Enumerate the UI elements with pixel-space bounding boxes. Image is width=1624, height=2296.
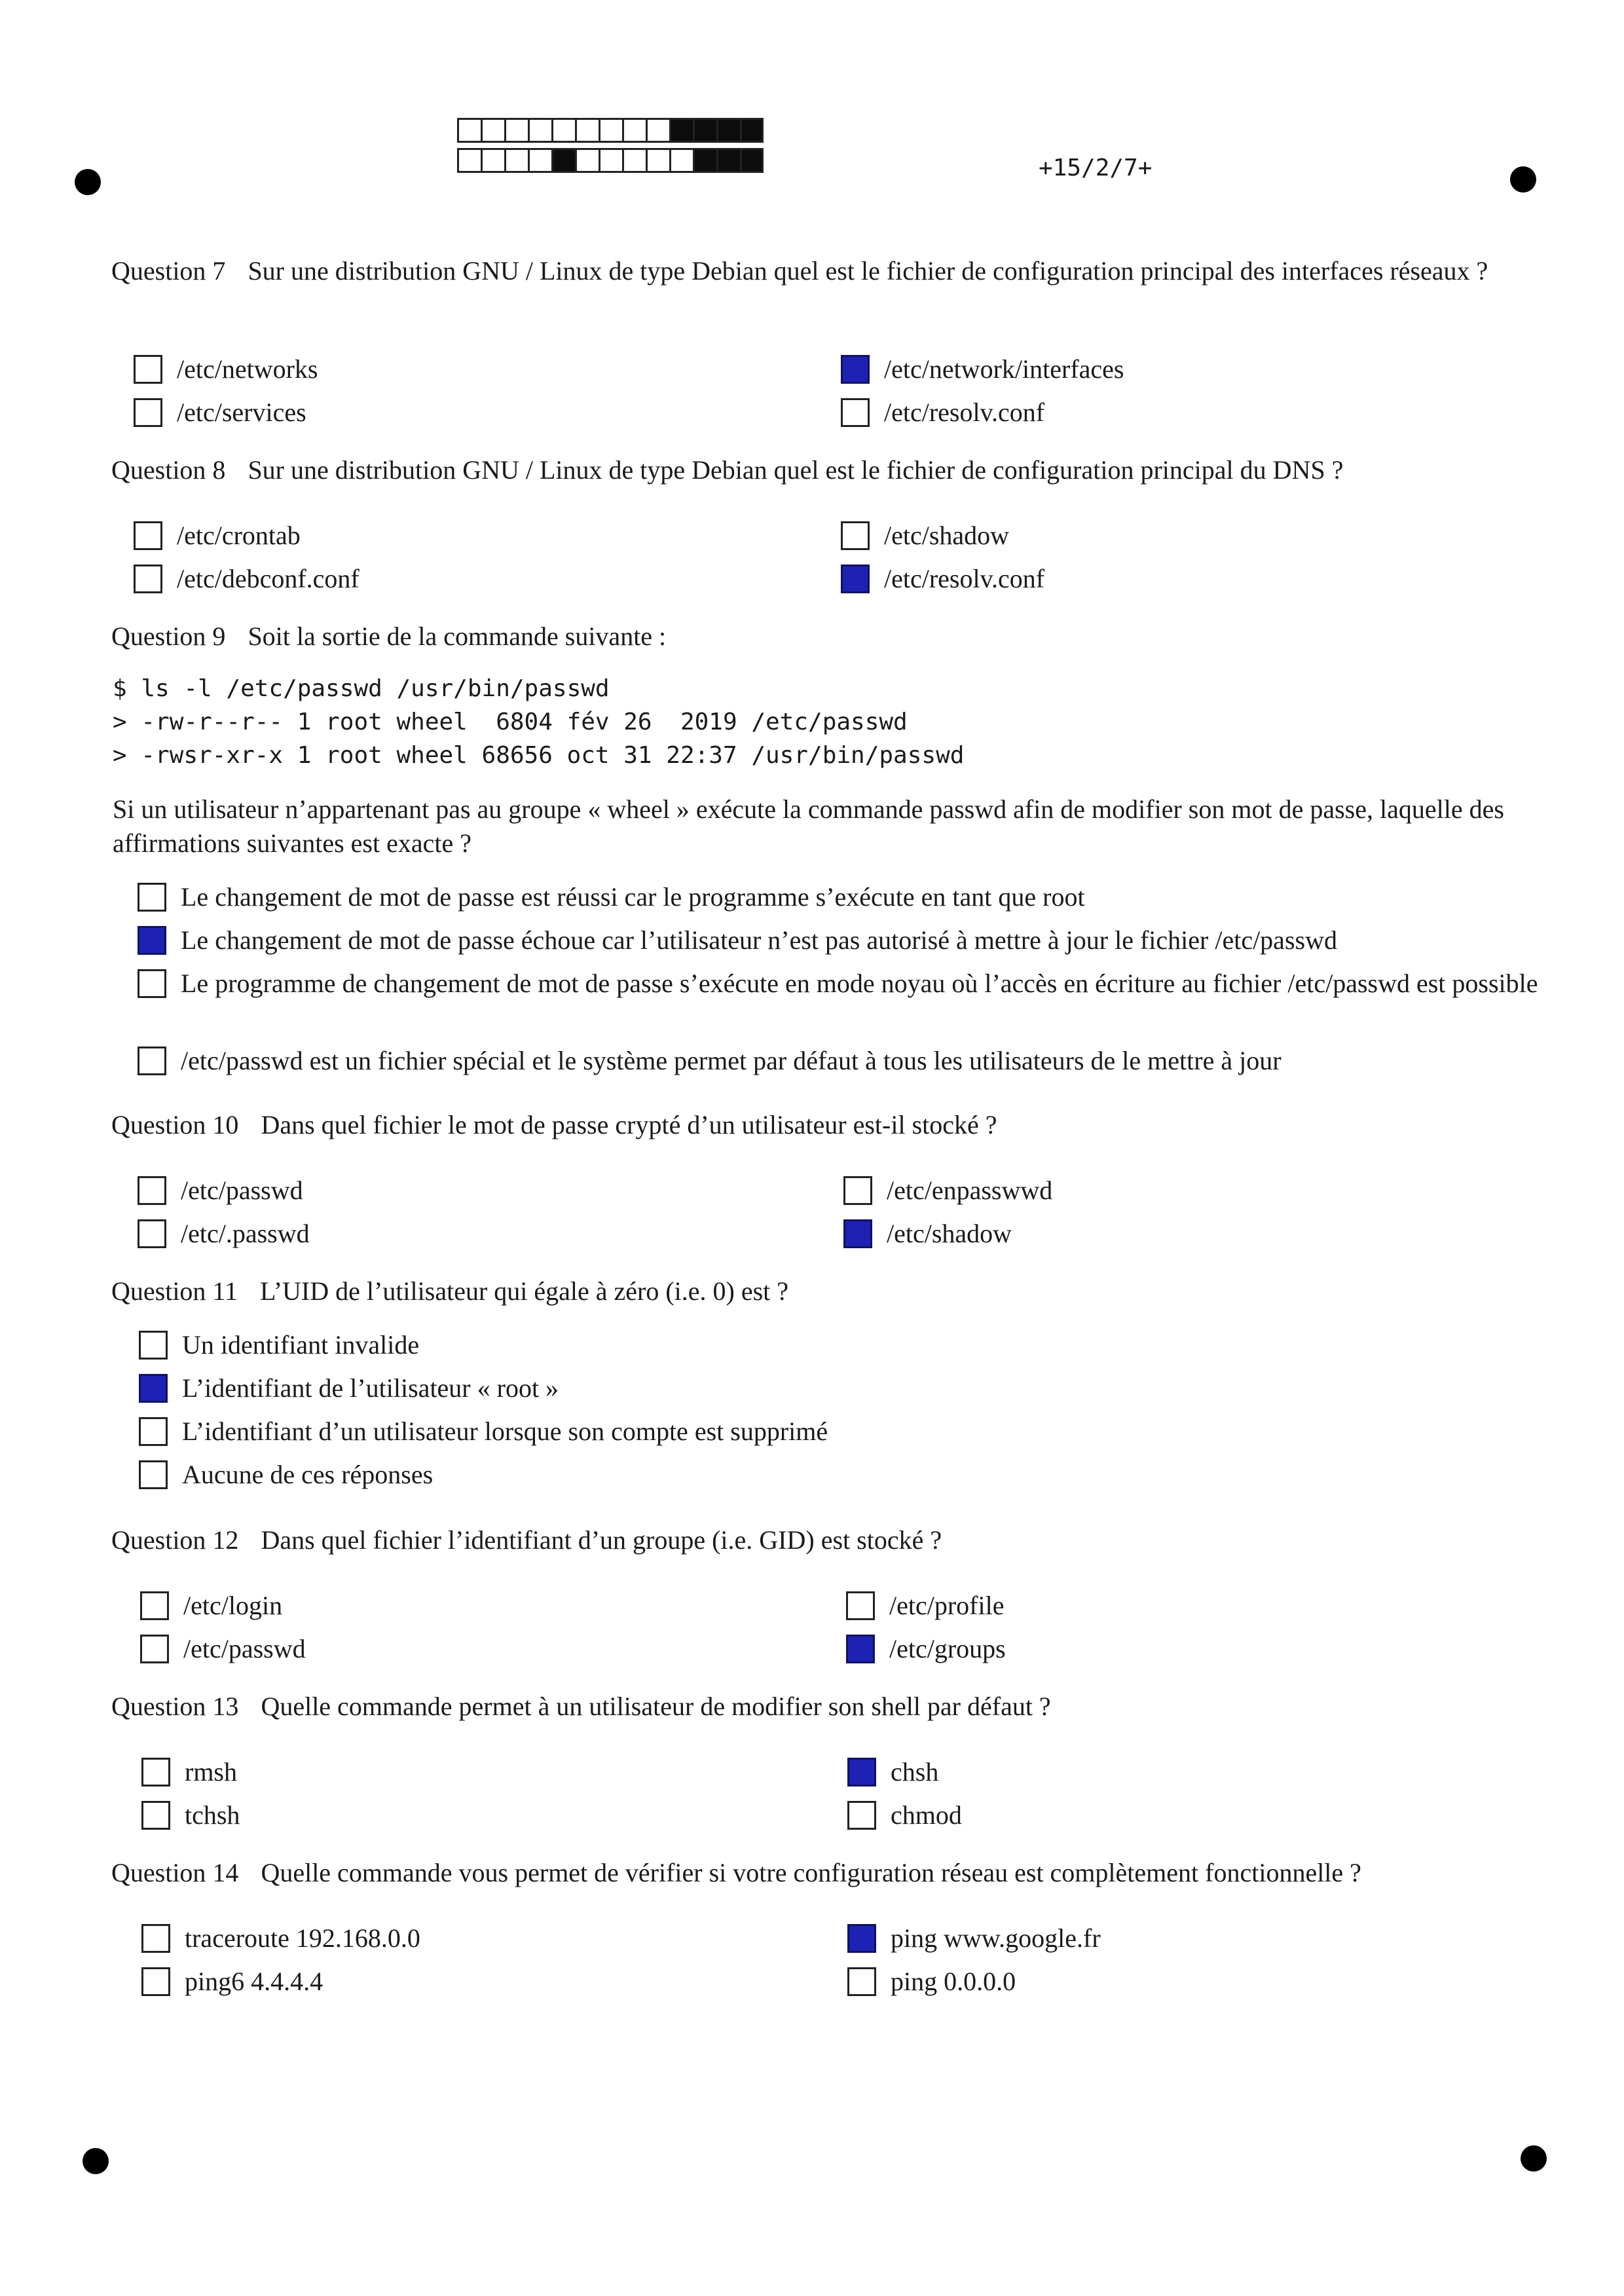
q14-option-4[interactable] xyxy=(847,1966,1016,1997)
checkbox[interactable] xyxy=(138,926,166,955)
option-label: chmod xyxy=(891,1800,962,1830)
code-line: > -rwsr-xr-x 1 root wheel 68656 oct 31 22:37 /usr/bin/passwd xyxy=(113,742,965,769)
id-box xyxy=(551,118,575,143)
id-box xyxy=(457,148,481,173)
id-box xyxy=(693,118,716,143)
id-boxes-row-2 xyxy=(457,148,764,173)
option-label: Un identifiant invalide xyxy=(182,1330,420,1360)
id-box xyxy=(457,118,481,143)
option-label: /etc/.passwd xyxy=(181,1219,310,1248)
option-label: Aucune de ces réponses xyxy=(182,1460,434,1489)
q11-option-2[interactable] xyxy=(139,1373,559,1403)
q14-option-3[interactable] xyxy=(847,1923,1101,1953)
checkbox[interactable] xyxy=(139,1331,168,1360)
option-label: tchsh xyxy=(185,1800,240,1830)
question-text: Sur une distribution GNU / Linux de type Debian quel est le fichier de configuration principal des interfaces réseaux ? xyxy=(248,256,1488,286)
id-box xyxy=(575,148,599,173)
code-line: > -rw-r--r-- 1 root wheel 6804 fév 26 2019 /etc/passwd xyxy=(113,709,908,735)
option-label: L’identifiant de l’utilisateur « root » xyxy=(182,1373,559,1403)
q12-option-3[interactable] xyxy=(846,1590,1004,1621)
q14-option-1[interactable] xyxy=(141,1923,420,1953)
checkbox[interactable] xyxy=(140,1635,169,1663)
id-box xyxy=(599,148,622,173)
q13-option-4[interactable] xyxy=(847,1800,962,1830)
option-label: Le programme de changement de mot de passe s’exécute en mode noyau où l’accès en écriture au fichier /etc/passwd est possible xyxy=(181,969,1538,998)
checkbox[interactable] xyxy=(841,565,870,593)
checkbox[interactable] xyxy=(138,1046,166,1075)
option-label: ping6 4.4.4.4 xyxy=(185,1967,323,1996)
checkbox[interactable] xyxy=(841,398,870,427)
id-box xyxy=(622,148,646,173)
id-box xyxy=(669,118,693,143)
option-label: /etc/passwd xyxy=(183,1634,306,1663)
id-box xyxy=(504,148,528,173)
id-box xyxy=(528,148,551,173)
q14-option-2[interactable] xyxy=(141,1966,323,1997)
checkbox[interactable] xyxy=(141,1967,170,1996)
id-box xyxy=(481,118,504,143)
q13-option-3[interactable] xyxy=(847,1756,938,1787)
id-box xyxy=(622,118,646,143)
question-label: Question 9 xyxy=(111,621,226,651)
option-label: /etc/passwd est un fichier spécial et le système permet par défaut à tous les utilisateurs de le mettre à jour xyxy=(181,1046,1282,1075)
q12-option-4[interactable] xyxy=(846,1633,1006,1664)
corner-marker-bottom-right xyxy=(1521,2145,1547,2172)
option-label: /etc/network/interfaces xyxy=(884,354,1124,384)
question-text: Dans quel fichier l’identifiant d’un groupe (i.e. GID) est stocké ? xyxy=(261,1525,942,1555)
question-text: Quelle commande vous permet de vérifier si votre configuration réseau est complètement fonctionnelle ? xyxy=(261,1858,1361,1887)
q7-option-4[interactable] xyxy=(841,397,1044,428)
checkbox[interactable] xyxy=(841,355,870,384)
option-label: /etc/shadow xyxy=(884,521,1010,550)
question-14 xyxy=(111,1856,1506,1890)
option-label: ping www.google.fr xyxy=(891,1923,1101,1953)
q8-option-4[interactable] xyxy=(841,563,1044,594)
option-label: /etc/crontab xyxy=(177,521,301,550)
q9-option-4[interactable] xyxy=(138,1044,1539,1078)
id-box xyxy=(599,118,622,143)
question-9-paragraph: Si un utilisateur n’appartenant pas au groupe « wheel » exécute la commande passwd afin de modifier son mot de passe, laquelle des affirmations suivantes est exacte ? xyxy=(113,794,1504,858)
checkbox[interactable] xyxy=(846,1635,875,1663)
option-label: /etc/resolv.conf xyxy=(884,564,1045,593)
id-box xyxy=(669,148,693,173)
q9-option-3[interactable] xyxy=(138,967,1539,1001)
q9-option-1[interactable] xyxy=(138,880,1539,914)
checkbox[interactable] xyxy=(134,355,162,384)
question-label: Question 11 xyxy=(111,1276,238,1306)
q8-option-3[interactable] xyxy=(841,520,1009,551)
id-box xyxy=(504,118,528,143)
q7-option-2[interactable] xyxy=(134,397,306,428)
question-11 xyxy=(111,1274,1506,1308)
command-output xyxy=(113,672,964,772)
checkbox[interactable] xyxy=(846,1591,875,1620)
question-label: Question 7 xyxy=(111,256,226,286)
id-box xyxy=(551,148,575,173)
corner-marker-bottom-left xyxy=(83,2148,109,2174)
page-code: +15/2/7+ xyxy=(1039,155,1153,181)
checkbox[interactable] xyxy=(843,1176,872,1205)
q11-option-4[interactable] xyxy=(139,1459,433,1490)
id-box xyxy=(740,118,764,143)
q8-option-2[interactable] xyxy=(134,563,360,594)
option-label: L’identifiant d’un utilisateur lorsque son compte est supprimé xyxy=(182,1416,828,1446)
q11-option-3[interactable] xyxy=(139,1416,828,1447)
q13-option-2[interactable] xyxy=(141,1800,240,1830)
option-label: ping 0.0.0.0 xyxy=(891,1967,1016,1996)
question-8 xyxy=(111,453,1506,487)
checkbox[interactable] xyxy=(138,969,166,998)
question-12 xyxy=(111,1523,1506,1557)
option-label: Le changement de mot de passe échoue car l’utilisateur n’est pas autorisé à mettre à jour le fichier /etc/passwd xyxy=(181,925,1337,955)
checkbox[interactable] xyxy=(843,1219,872,1248)
checkbox[interactable] xyxy=(139,1374,168,1403)
id-boxes-row-1 xyxy=(457,118,764,143)
checkbox[interactable] xyxy=(847,1758,876,1787)
checkbox[interactable] xyxy=(847,1924,876,1953)
checkbox[interactable] xyxy=(134,565,162,593)
id-box xyxy=(646,148,669,173)
id-box xyxy=(646,118,669,143)
checkbox[interactable] xyxy=(841,521,870,550)
question-7 xyxy=(111,254,1506,288)
q12-option-1[interactable] xyxy=(140,1590,282,1621)
q13-option-1[interactable] xyxy=(141,1756,237,1787)
question-10 xyxy=(111,1108,1506,1142)
q12-option-2[interactable] xyxy=(140,1633,306,1664)
question-text: L’UID de l’utilisateur qui égale à zéro (i.e. 0) est ? xyxy=(259,1276,789,1306)
checkbox[interactable] xyxy=(134,521,162,550)
checkbox[interactable] xyxy=(847,1967,876,1996)
option-label: Le changement de mot de passe est réussi car le programme s’exécute en tant que root xyxy=(181,882,1085,912)
question-9 xyxy=(111,620,1506,654)
code-line: $ ls -l /etc/passwd /usr/bin/passwd xyxy=(113,675,610,702)
question-text: Quelle commande permet à un utilisateur de modifier son shell par défaut ? xyxy=(261,1692,1051,1721)
option-label: /etc/login xyxy=(183,1591,283,1620)
checkbox[interactable] xyxy=(138,1176,166,1205)
question-text: Sur une distribution GNU / Linux de type Debian quel est le fichier de configuration principal du DNS ? xyxy=(248,455,1344,485)
checkbox[interactable] xyxy=(139,1417,168,1446)
option-label: rmsh xyxy=(185,1757,237,1787)
option-label: /etc/enpasswwd xyxy=(887,1176,1053,1205)
q11-option-1[interactable] xyxy=(139,1329,419,1360)
checkbox[interactable] xyxy=(138,1219,166,1248)
q10-option-1[interactable] xyxy=(138,1175,303,1206)
question-text: Soit la sortie de la commande suivante : xyxy=(248,621,667,651)
corner-marker-top-left xyxy=(75,169,101,195)
q8-option-1[interactable] xyxy=(134,520,301,551)
id-box xyxy=(716,148,740,173)
option-label: chsh xyxy=(891,1757,939,1787)
checkbox[interactable] xyxy=(138,883,166,912)
id-box xyxy=(693,148,716,173)
option-label: /etc/debconf.conf xyxy=(177,564,360,593)
option-label: /etc/shadow xyxy=(887,1219,1012,1248)
checkbox[interactable] xyxy=(140,1591,169,1620)
q7-option-3[interactable] xyxy=(841,354,1124,384)
option-label: /etc/resolv.conf xyxy=(884,398,1045,427)
option-label: /etc/networks xyxy=(177,354,318,384)
option-label: /etc/services xyxy=(177,398,306,427)
option-label: /etc/profile xyxy=(889,1591,1005,1620)
option-label: /etc/groups xyxy=(889,1634,1006,1663)
question-label: Question 12 xyxy=(111,1525,239,1555)
id-box xyxy=(528,118,551,143)
question-13 xyxy=(111,1690,1506,1724)
question-label: Question 14 xyxy=(111,1858,239,1887)
id-box xyxy=(716,118,740,143)
checkbox[interactable] xyxy=(141,1801,170,1830)
checkbox[interactable] xyxy=(139,1460,168,1489)
checkbox[interactable] xyxy=(141,1924,170,1953)
q10-option-3[interactable] xyxy=(843,1175,1052,1206)
q10-option-2[interactable] xyxy=(138,1218,310,1249)
checkbox[interactable] xyxy=(141,1758,170,1787)
q7-option-1[interactable] xyxy=(134,354,318,384)
id-box xyxy=(740,148,764,173)
question-label: Question 13 xyxy=(111,1692,239,1721)
q10-option-4[interactable] xyxy=(843,1218,1012,1249)
option-label: /etc/passwd xyxy=(181,1176,303,1205)
q9-option-2[interactable] xyxy=(138,923,1539,957)
option-label: traceroute 192.168.0.0 xyxy=(185,1923,420,1953)
corner-marker-top-right xyxy=(1510,166,1536,193)
id-box xyxy=(575,118,599,143)
question-label: Question 10 xyxy=(111,1110,239,1139)
checkbox[interactable] xyxy=(134,398,162,427)
question-text: Dans quel fichier le mot de passe crypté d’un utilisateur est-il stocké ? xyxy=(261,1110,997,1139)
question-label: Question 8 xyxy=(111,455,226,485)
id-box xyxy=(481,148,504,173)
checkbox[interactable] xyxy=(847,1801,876,1830)
